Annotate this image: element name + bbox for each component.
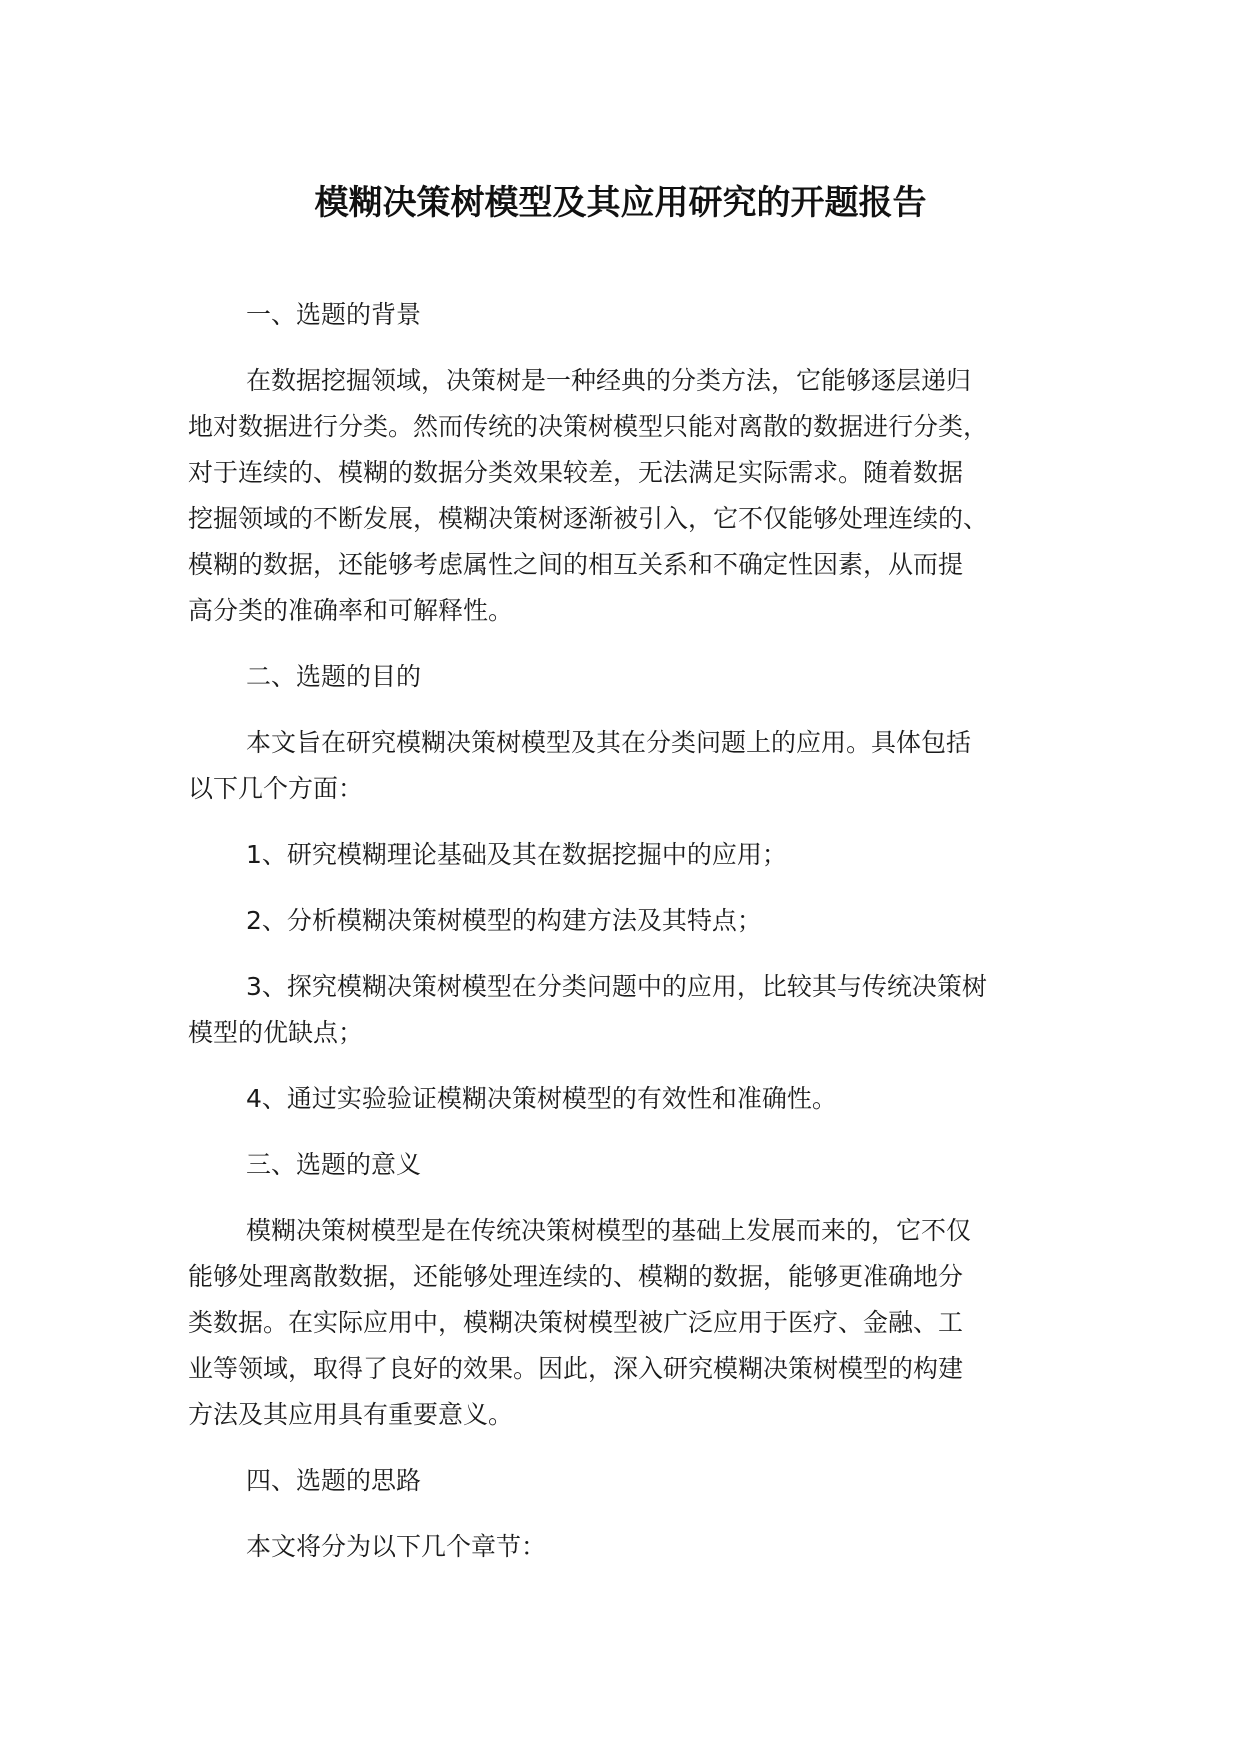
paragraph-line: 挖掘领域的不断发展，模糊决策树逐渐被引入，它不仅能够处理连续的、: [188, 504, 989, 533]
paragraph-line: 在数据挖掘领域，决策树是一种经典的分类方法，它能够逐层递归: [246, 366, 972, 395]
paragraph-line: 高分类的准确率和可解释性。: [188, 596, 514, 625]
list-item: 3、探究模糊决策树模型在分类问题中的应用，比较其与传统决策树: [246, 972, 987, 1001]
section-heading-purpose: 二、选题的目的: [246, 662, 422, 691]
section-heading-background: 一、选题的背景: [246, 300, 422, 329]
list-item: 2、分析模糊决策树模型的构建方法及其特点；: [246, 906, 762, 935]
paragraph-line: 业等领域，取得了良好的效果。因此，深入研究模糊决策树模型的构建: [188, 1354, 964, 1383]
paragraph-line: 方法及其应用具有重要意义。: [188, 1400, 514, 1429]
paragraph-line: 本文旨在研究模糊决策树模型及其在分类问题上的应用。具体包括: [246, 728, 972, 757]
section-heading-approach: 四、选题的思路: [246, 1466, 422, 1495]
paragraph-line: 模糊的数据，还能够考虑属性之间的相互关系和不确定性因素，从而提: [188, 550, 964, 579]
paragraph-line: 地对数据进行分类。然而传统的决策树模型只能对离散的数据进行分类，: [188, 412, 989, 441]
document-title: 模糊决策树模型及其应用研究的开题报告: [314, 183, 927, 223]
list-item: 1、研究模糊理论基础及其在数据挖掘中的应用；: [246, 840, 787, 869]
paragraph-line: 对于连续的、模糊的数据分类效果较差，无法满足实际需求。随着数据: [188, 458, 964, 487]
paragraph-line: 能够处理离散数据，还能够处理连续的、模糊的数据，能够更准确地分: [188, 1262, 964, 1291]
paragraph-line: 本文将分为以下几个章节：: [246, 1532, 547, 1561]
list-item-continued: 模型的优缺点；: [188, 1018, 364, 1047]
paragraph-line: 以下几个方面：: [188, 774, 364, 803]
paragraph-line: 类数据。在实际应用中，模糊决策树模型被广泛应用于医疗、金融、工: [188, 1308, 964, 1337]
document-body: [188, 292, 1078, 1570]
paragraph-line: 模糊决策树模型是在传统决策树模型的基础上发展而来的，它不仅: [246, 1216, 972, 1245]
section-heading-significance: 三、选题的意义: [246, 1150, 422, 1179]
list-item: 4、通过实验验证模糊决策树模型的有效性和准确性。: [246, 1084, 837, 1113]
